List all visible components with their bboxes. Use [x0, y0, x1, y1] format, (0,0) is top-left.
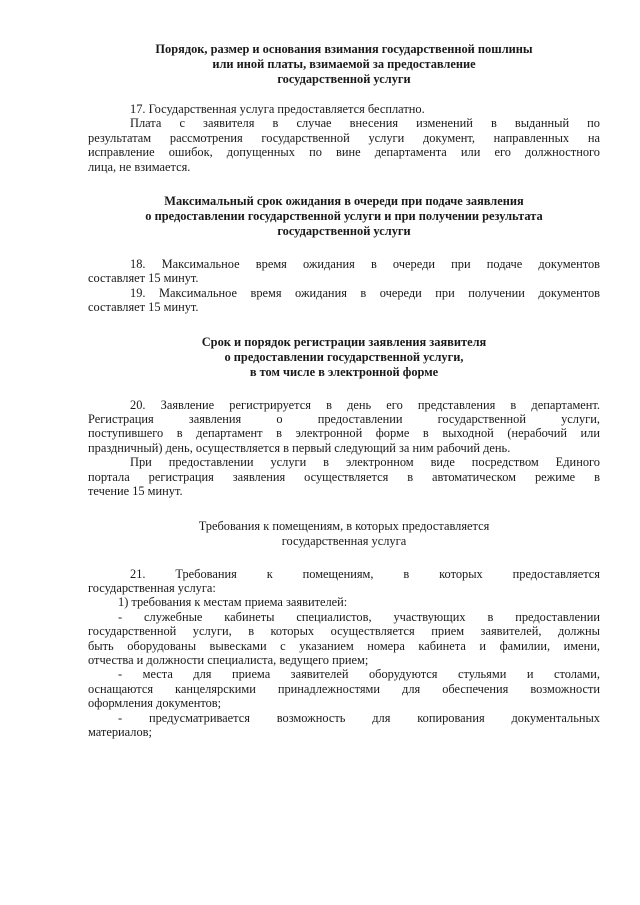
paragraph-20: [88, 398, 600, 456]
paragraph-line: 20. Заявление регистрируется в день его представления в департамент.: [130, 397, 600, 412]
paragraph-reception-requirements: [88, 595, 600, 609]
heading-line: государственной услуги: [277, 72, 411, 86]
paragraph-18: [88, 257, 600, 286]
paragraph-line: портала регистрация заявления осуществляется в автоматическом режиме в: [88, 469, 600, 484]
paragraph-line: составляет 15 минут.: [88, 271, 199, 286]
paragraph-line: составляет 15 минут.: [88, 300, 199, 315]
paragraph-line: 19. Максимальное время ожидания в очереди при получении документов: [130, 285, 600, 300]
paragraph-offices: [88, 610, 600, 668]
heading-line: Требования к помещениям, в которых предоставляется: [198, 518, 490, 533]
document-page: [88, 42, 600, 739]
paragraph-line: исправление ошибок, допущенных по вине департамента или его должностного: [88, 145, 600, 160]
paragraph-line: оформления документов;: [88, 696, 222, 711]
paragraph-line: результатам рассмотрения государственной услуги документ, направленных на: [88, 130, 600, 145]
section-queue-time: [88, 194, 600, 315]
paragraph-line: материалов;: [88, 724, 152, 739]
paragraph-line: поступившего в департамент в электронной форме в выходной (нерабочий или: [88, 426, 600, 441]
paragraph-line: 17. Государственная услуга предоставляется бесплатно.: [130, 102, 425, 116]
heading-line: в том числе в электронной форме: [249, 364, 439, 379]
section-premises: [88, 519, 600, 740]
heading-line: о предоставлении государственной услуги,: [224, 349, 464, 364]
section-heading: [88, 42, 600, 87]
paragraph-line: течение 15 минут.: [88, 484, 183, 499]
paragraph-line: - предусматривается возможность для копирования документальных: [118, 710, 600, 725]
heading-line: Срок и порядок регистрации заявления заявителя: [201, 334, 487, 349]
paragraph-line: Регистрация заявления о предоставлении государственной услуги,: [88, 412, 600, 427]
section-registration: [88, 335, 600, 499]
heading-line: или иной платы, взимаемой за предоставление: [212, 57, 476, 71]
paragraph-line: государственной услуги, в которых осуществляется прием заявителей, должны: [88, 624, 600, 639]
paragraph-line: При предоставлении услуги в электронном виде посредством Единого: [130, 455, 600, 470]
paragraph-line: быть оборудованы вывесками с указанием номера кабинета и фамилии, имени,: [88, 638, 600, 653]
paragraph-line: - места для приема заявителей оборудуются стульями и столами,: [118, 667, 600, 682]
heading-line: Порядок, размер и основания взимания государственной пошлины: [155, 42, 533, 56]
paragraph-fee-detail: [88, 116, 600, 174]
paragraph-line: 1) требования к местам приема заявителей:: [118, 595, 348, 610]
heading-line: государственная услуга: [281, 533, 407, 548]
paragraph-line: - служебные кабинеты специалистов, участвующих в предоставлении: [118, 609, 600, 624]
paragraph-electronic: [88, 455, 600, 498]
paragraph-line: 18. Максимальное время ожидания в очереди при подаче документов: [130, 257, 600, 272]
paragraph-line: отчества и должности специалиста, ведущего прием;: [88, 652, 369, 667]
section-heading: [88, 194, 600, 239]
paragraph-reception-places: [88, 667, 600, 710]
paragraph-21: [88, 567, 600, 596]
section-heading: [88, 519, 600, 549]
paragraph-line: государственная услуга:: [88, 580, 216, 595]
paragraph-17: [88, 102, 600, 116]
paragraph-line: оснащаются канцелярскими принадлежностями для обеспечения возможности: [88, 681, 600, 696]
paragraph-copying: [88, 711, 600, 740]
paragraph-line: праздничный) день, осуществляется в первый следующий за ним рабочий день.: [88, 440, 511, 455]
paragraph-line: лица, не взимается.: [88, 159, 191, 174]
paragraph-19: [88, 286, 600, 315]
section-heading: [88, 335, 600, 380]
heading-line: государственной услуги: [277, 224, 411, 239]
paragraph-line: Плата с заявителя в случае внесения изменений в выданный по: [130, 116, 600, 131]
heading-line: Максимальный срок ожидания в очереди при подаче заявления: [164, 194, 524, 209]
heading-line: о предоставлении государственной услуги и при получении результата: [145, 209, 543, 224]
paragraph-line: 21. Требования к помещениям, в которых предоставляется: [130, 566, 600, 581]
section-fee: [88, 42, 600, 174]
